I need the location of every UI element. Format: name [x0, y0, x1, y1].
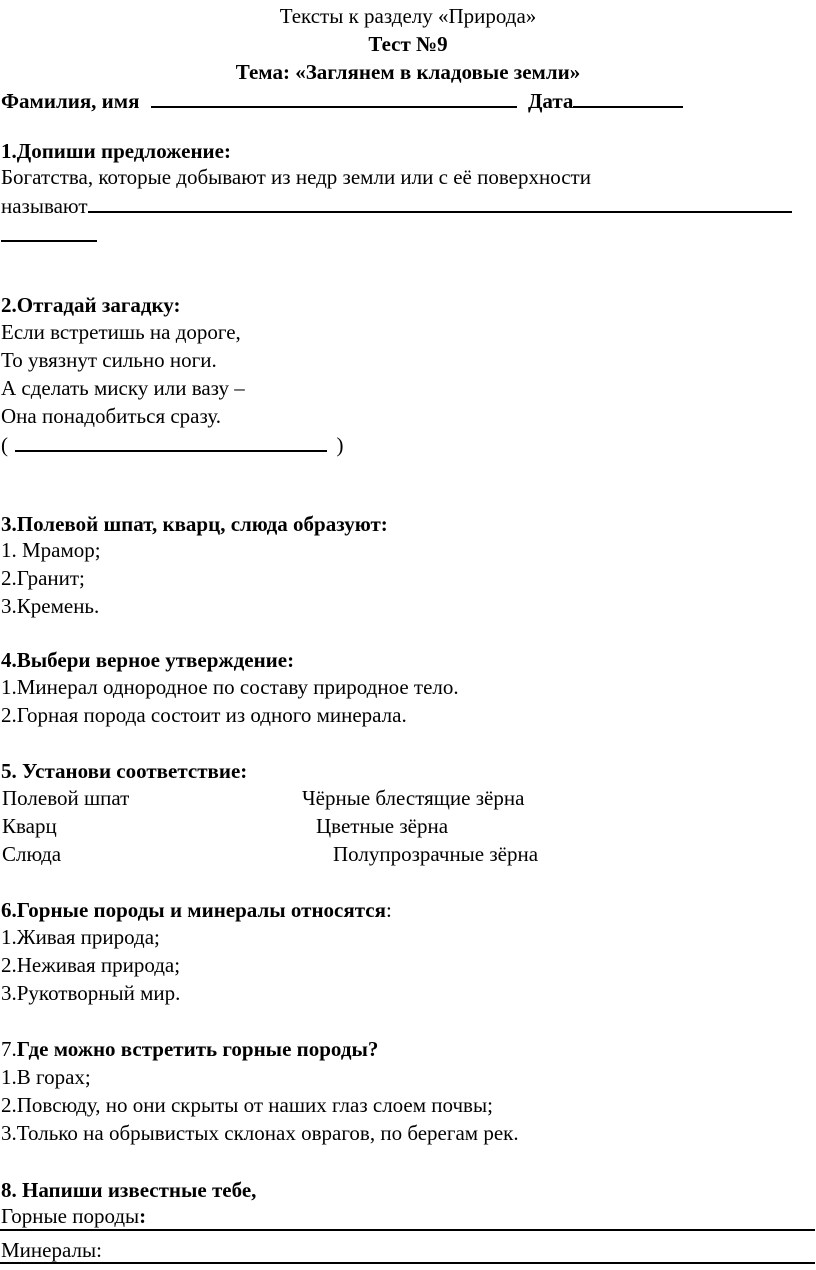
q1-called-text: называют	[1, 194, 88, 218]
close-paren: )	[336, 433, 344, 457]
rocks-colon: :	[139, 1204, 147, 1228]
q4-option[interactable]: 2.Горная порода состоит из одного минерала.	[1, 703, 407, 727]
match-right-item[interactable]: Полупрозрачные зёрна	[333, 842, 539, 866]
q7-title-row	[1, 1037, 378, 1061]
test-number: Тест №9	[368, 32, 448, 56]
match-right-item[interactable]: Цветные зёрна	[316, 814, 449, 838]
q7-title: Где можно встретить горные породы?	[16, 1037, 379, 1061]
q6-option[interactable]: 1.Живая природа;	[1, 925, 160, 949]
minerals-label: Минералы:	[1, 1238, 102, 1262]
match-row	[1, 842, 816, 866]
q5-title: 5. Установи соответствие:	[1, 759, 248, 783]
q4-title: 4.Выбери верное утверждение:	[1, 648, 295, 672]
q1-sentence-line1: Богатства, которые добывают из недр земли или с её поверхности	[1, 165, 591, 189]
name-label: Фамилия, имя	[1, 89, 140, 113]
riddle-answer-blank[interactable]	[15, 432, 327, 452]
name-blank[interactable]	[151, 88, 517, 108]
match-right-item[interactable]: Чёрные блестящие зёрна	[302, 786, 525, 810]
q7-option[interactable]: 1.В горах;	[1, 1065, 91, 1089]
q1-answer-blank-cont-row	[1, 222, 97, 247]
q6-title: 6.Горные породы и минералы относятся	[1, 898, 386, 922]
match-left-item[interactable]: Полевой шпат	[2, 786, 130, 810]
riddle-line: Она понадобиться сразу.	[1, 404, 222, 428]
riddle-line: Если встретишь на дороге,	[1, 320, 241, 344]
q7-option[interactable]: 2.Повсюду, но они скрыты от наших глаз слоем почвы;	[1, 1093, 493, 1117]
q3-option[interactable]: 1. Мрамор;	[1, 538, 101, 562]
q7-option[interactable]: 3.Только на обрывистых склонах оврагов, по берегам рек.	[1, 1121, 519, 1145]
open-paren: (	[1, 433, 8, 457]
q7-number: 7.	[1, 1037, 17, 1061]
rocks-answer-line[interactable]	[0, 1229, 815, 1231]
q3-option[interactable]: 2.Гранит;	[1, 566, 85, 590]
riddle-line: То увязнут сильно ноги.	[1, 348, 217, 372]
date-label: Дата	[527, 89, 574, 113]
q3-option[interactable]: 3.Кремень.	[1, 594, 100, 618]
match-row	[1, 786, 816, 810]
match-row	[1, 814, 816, 838]
rocks-row	[1, 1204, 146, 1228]
topic-title: Тема: «Заглянем в кладовые земли»	[235, 60, 581, 84]
date-blank[interactable]	[573, 88, 683, 108]
q2-title: 2.Отгадай загадку:	[1, 293, 181, 317]
match-left-item[interactable]: Кварц	[2, 814, 57, 838]
q3-title: 3.Полевой шпат, кварц, слюда образуют:	[1, 512, 388, 536]
riddle-answer-row	[1, 432, 344, 457]
q6-title-row	[1, 898, 392, 922]
minerals-answer-line[interactable]	[0, 1262, 815, 1264]
q6-option[interactable]: 3.Рукотворный мир.	[1, 981, 181, 1005]
name-date-row	[1, 88, 683, 113]
q1-title: 1.Допиши предложение:	[1, 139, 231, 163]
q1-answer-blank[interactable]	[88, 193, 792, 213]
worksheet-section-title: Тексты к разделу «Природа»	[279, 4, 537, 28]
q4-option[interactable]: 1.Минерал однородное по составу природное тело.	[1, 675, 459, 699]
riddle-line: А сделать миску или вазу –	[1, 376, 245, 400]
match-left-item[interactable]: Слюда	[2, 842, 62, 866]
q8-title: 8. Напиши известные тебе,	[1, 1178, 257, 1202]
q1-answer-blank-cont[interactable]	[1, 222, 97, 242]
q6-option[interactable]: 2.Неживая природа;	[1, 953, 181, 977]
q6-colon: :	[386, 898, 392, 922]
q1-sentence-line2	[1, 193, 792, 218]
rocks-label: Горные породы	[1, 1204, 140, 1228]
